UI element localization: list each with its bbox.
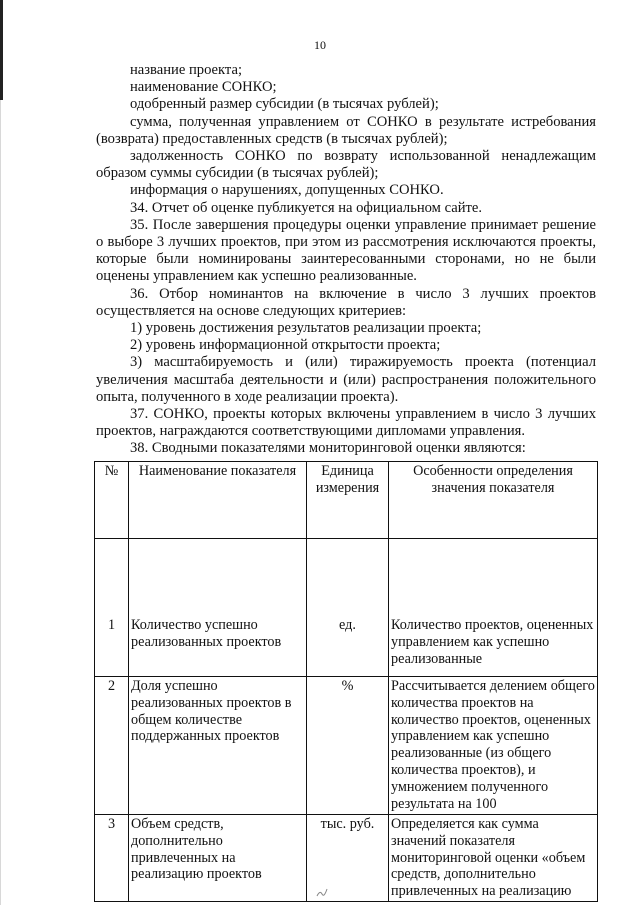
- paragraph: задолженность СОНКО по возврату использованной ненадлежащим образом суммы субсидии (в тысячах рублей);: [96, 148, 596, 182]
- paragraph: сумма, полученная управлением от СОНКО в результате истребования (возврата) предоставленных средств (в тысячах рублей);: [96, 113, 596, 147]
- header-indicator-name: Наименование показателя: [129, 462, 307, 539]
- paragraph: 37. СОНКО, проекты которых включены управлением в число 3 лучших проектов, награждаются соответствующими дипломами управления.: [96, 406, 596, 440]
- paragraph: 38. Сводными показателями мониторинговой оценки являются:: [130, 440, 526, 457]
- table-row: [95, 539, 598, 677]
- cell-number: 3: [95, 815, 129, 902]
- header-number: №: [95, 462, 129, 539]
- scan-artifact: [316, 886, 328, 898]
- paragraph: 34. Отчет об оценке публикуется на официальном сайте.: [130, 199, 483, 216]
- cell-unit: ед.: [307, 539, 389, 677]
- paragraph: 36. Отбор номинантов на включение в число 3 лучших проектов осуществляется на основе следующих критериев:: [96, 285, 596, 319]
- paragraph: одобренный размер субсидии (в тысячах рублей);: [130, 96, 439, 113]
- paragraph: 1) уровень достижения результатов реализации проекта;: [130, 320, 482, 337]
- paragraph: 2) уровень информационной открытости проекта;: [130, 337, 441, 354]
- cell-number: 2: [95, 677, 129, 815]
- paragraph: 3) масштабируемость и (или) тиражируемость проекта (потенциал увеличения масштаба деятельности и (или) распространения положительного опыта, полученного в ходе реализации проекта).: [96, 354, 596, 405]
- scan-edge: [0, 0, 1, 905]
- paragraph: информация о нарушениях, допущенных СОНКО.: [130, 182, 444, 199]
- cell-method: Количество проектов, оцененных управлением как успешно реализованные: [389, 539, 598, 677]
- cell-number: 1: [95, 539, 129, 677]
- cell-unit: %: [307, 677, 389, 815]
- header-method: Особенности определения значения показателя: [389, 462, 598, 539]
- header-unit: Единица измерения: [307, 462, 389, 539]
- table-header-row: [95, 462, 598, 539]
- cell-indicator-name: Количество успешно реализованных проектов: [129, 539, 307, 677]
- table-row: [95, 815, 598, 902]
- paragraph: наименование СОНКО;: [130, 79, 277, 96]
- paragraph: название проекта;: [130, 62, 243, 78]
- cell-indicator-name: Объем средств, дополнительно привлеченных на реализацию проектов: [129, 815, 307, 902]
- cell-method: Определяется как сумма значений показателя мониторинговой оценки «объем средств, дополнительно привлеченных на реализацию: [389, 815, 598, 902]
- cell-indicator-name: Доля успешно реализованных проектов в общем количестве поддержанных проектов: [129, 677, 307, 815]
- page-number: 10: [314, 38, 326, 52]
- cell-unit: тыс. руб.: [307, 815, 389, 902]
- paragraph: 35. После завершения процедуры оценки управление принимает решение о выборе 3 лучших проектов, при этом из рассмотрения исключаются проекты, которые были номинированы заинтересованными сторонами, но не были оценены управлением как успешно реализованные.: [96, 216, 596, 285]
- document-body: [96, 62, 596, 458]
- table-row: [95, 677, 598, 815]
- indicators-table: [94, 461, 598, 902]
- cell-method: Рассчитывается делением общего количества проектов на количество проектов, оцененных управлением как успешно реализованные (из общего количества проектов), и умножением полученного результата на 100: [389, 677, 598, 815]
